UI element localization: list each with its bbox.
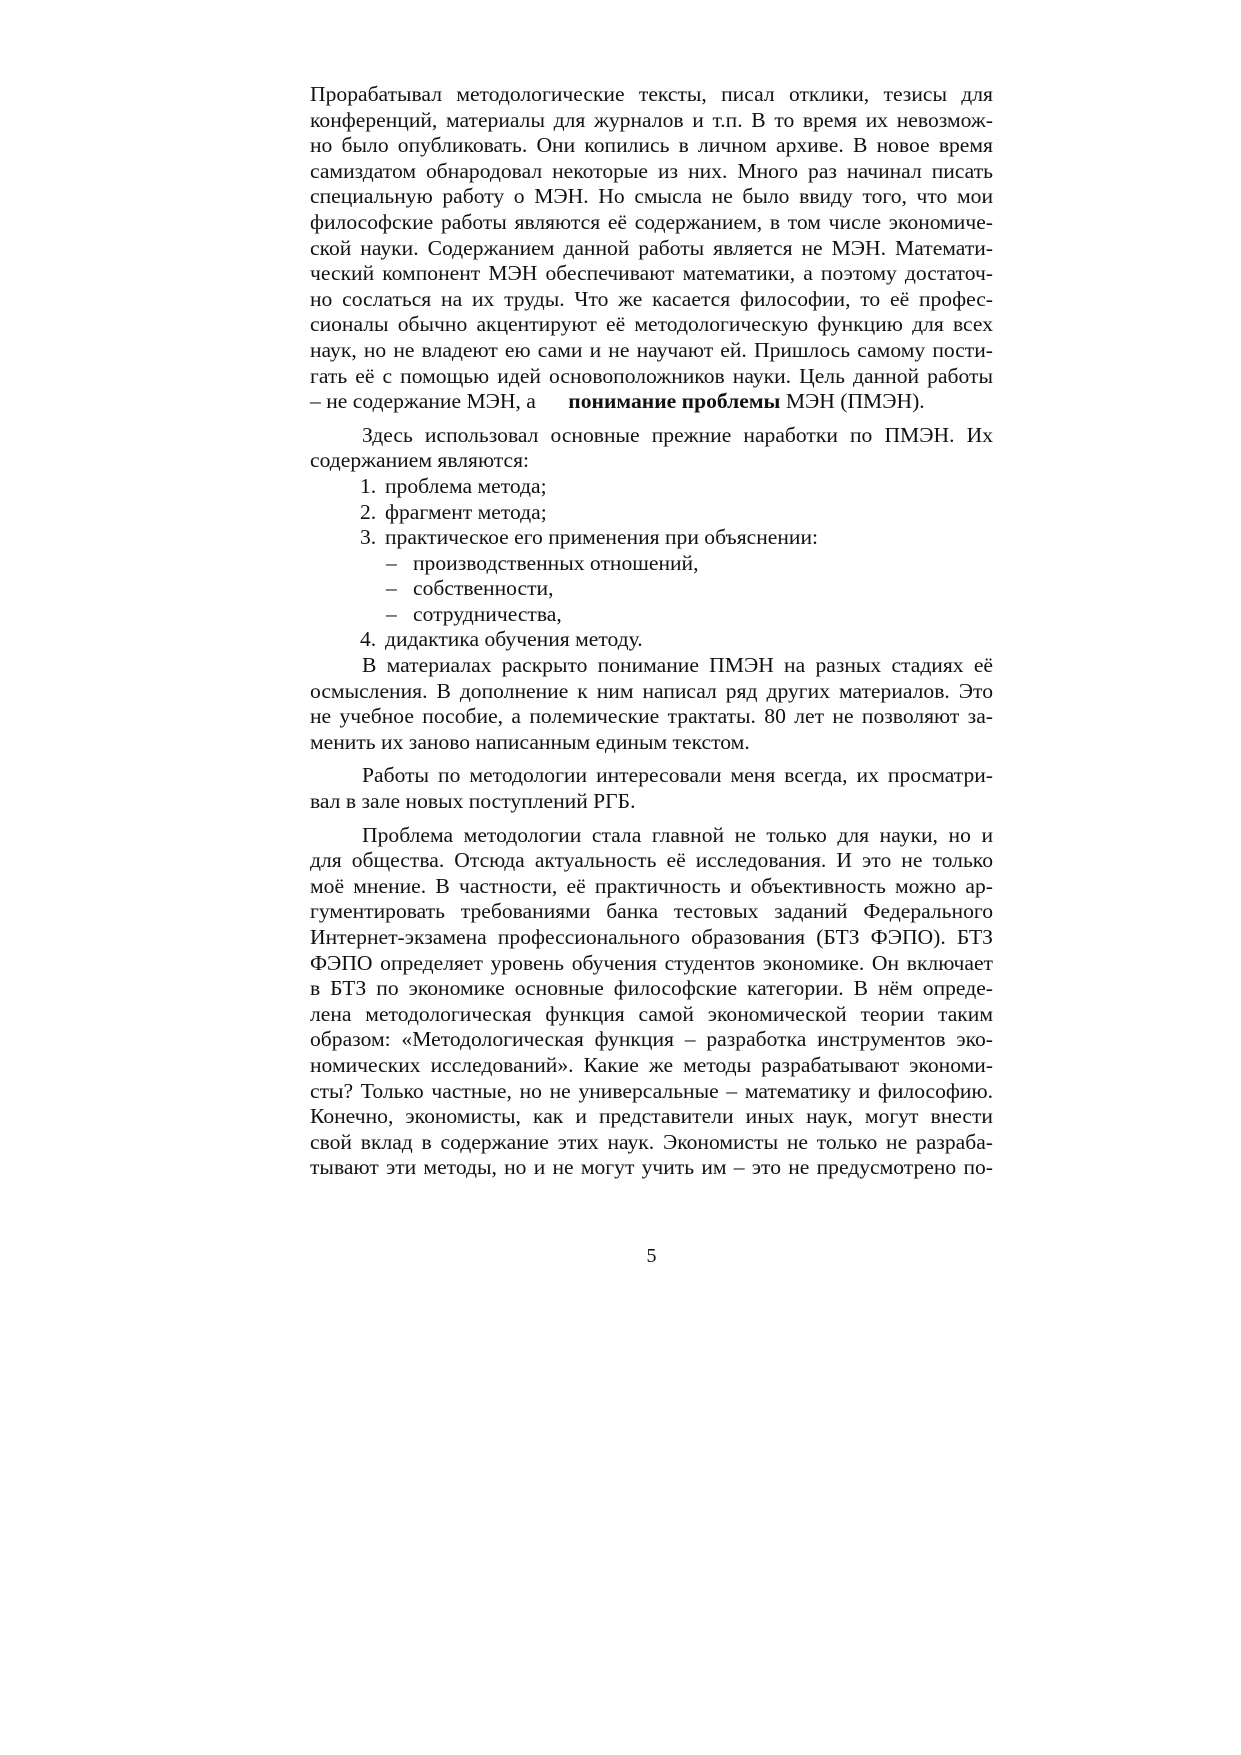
- sub-list-item-text: сотрудничества,: [413, 601, 562, 626]
- text-line: сты? Только частные, но не универсальные – математику и философию.: [310, 1078, 993, 1103]
- list-number: 2.: [360, 499, 377, 524]
- list-item-text: фрагмент метода;: [385, 499, 547, 524]
- list-item: [310, 525, 993, 551]
- bold-phrase: понимание проблемы: [568, 389, 781, 414]
- sub-list: [310, 551, 993, 628]
- text-line: Работы по методологии интересовали меня всегда, их просматри-: [362, 763, 993, 788]
- text-line: Прорабатывал методологические тексты, писал отклики, тезисы для: [310, 82, 993, 106]
- sub-list-item: [310, 602, 993, 628]
- text-line: но сослаться на их труды. Что же касается философии, то её профес-: [310, 286, 993, 311]
- list-item: [310, 500, 993, 526]
- sub-list-item: [310, 576, 993, 602]
- sub-list-item-text: производственных отношений,: [413, 550, 699, 575]
- text-line: лена методологическая функция самой экономической теории таким: [310, 1001, 993, 1026]
- text-line: сионалы обычно акцентируют её методологическую функцию для всех: [310, 312, 993, 337]
- text-line: ФЭПО определяет уровень обучения студентов экономике. Он включает: [310, 950, 993, 975]
- text-line: ческий компонент МЭН обеспечивают математики, а поэтому достаточ-: [310, 261, 993, 286]
- page-number: 5: [646, 1245, 657, 1267]
- list-item-text: дидактика обучения методу.: [385, 627, 643, 652]
- text-line: гументировать требованиями банка тестовых заданий Федерального: [310, 899, 993, 924]
- list-item: [310, 627, 993, 653]
- text-line: осмысления. В дополнение к ним написал ряд других материалов. Это: [310, 678, 993, 703]
- text-line: не учебное пособие, а полемические трактаты. 80 лет не позволяют за-: [310, 704, 993, 729]
- text-line: В материалах раскрыто понимание ПМЭН на разных стадиях её: [362, 653, 993, 678]
- text-line: моё мнение. В частности, её практичность и объективность можно ар-: [310, 873, 993, 898]
- paragraph-3: [310, 653, 993, 755]
- list-number: 1.: [360, 473, 377, 498]
- text-line: Здесь использовал основные прежние наработки по ПМЭН. Их: [362, 422, 993, 447]
- text-line: ской науки. Содержанием данной работы является не МЭН. Математи-: [310, 235, 993, 260]
- text-line: Интернет-экзамена профессионального образования (БТЗ ФЭПО). БТЗ: [310, 925, 993, 949]
- text-line: самиздатом обнародовал некоторые из них. Много раз начинал писать: [310, 158, 993, 183]
- text-line: гать её с помощью идей основоположников науки. Цель данной работы: [310, 363, 993, 388]
- list-item-text: проблема метода;: [385, 473, 547, 498]
- dash-bullet: –: [386, 576, 397, 601]
- text-line: образом: «Методологическая функция – разработка инструментов эко-: [310, 1027, 993, 1052]
- paragraph-2: [310, 423, 993, 474]
- text-line: номических исследований». Какие же методы разрабатывают экономи-: [310, 1052, 993, 1077]
- sub-list-item-text: собственности,: [413, 576, 554, 601]
- list-number: 4.: [360, 627, 377, 652]
- dash-bullet: –: [386, 550, 397, 575]
- text-line: Проблема методологии стала главной не только для науки, но и: [362, 822, 993, 847]
- numbered-list-continued: [310, 627, 993, 653]
- document-page: [310, 82, 993, 1267]
- text-line: вал в зале новых поступлений РГБ.: [310, 789, 636, 814]
- paragraph-1: [310, 82, 993, 415]
- text-line: менить их заново написанным единым текстом.: [310, 729, 750, 754]
- numbered-list: [310, 474, 993, 551]
- text-line: Конечно, экономисты, как и представители иных наук, могут внести: [310, 1104, 993, 1129]
- text-line: свой вклад в содержание этих наук. Экономисты не только не разраба-: [310, 1129, 993, 1154]
- list-item: [310, 474, 993, 500]
- text-segment: МЭН (ПМЭН).: [785, 389, 925, 414]
- text-line: содержанием являются:: [310, 448, 530, 473]
- text-line: философские работы являются её содержанием, в том числе экономиче-: [310, 209, 993, 234]
- text-line: для общества. Отсюда актуальность её исследования. И это не только: [310, 848, 993, 873]
- list-item-text: практическое его применения при объяснении:: [385, 525, 819, 550]
- text-line: специальную работу о МЭН. Но смысла не было ввиду того, что мои: [310, 184, 993, 209]
- text-line: но было опубликовать. Они копились в личном архиве. В новое время: [310, 133, 993, 158]
- text-line: тывают эти методы, но и не могут учить им – это не предусмотрено по-: [310, 1155, 993, 1180]
- text-line: конференций, материалы для журналов и т.п. В то время их невозмож-: [310, 107, 993, 132]
- sub-list-item: [310, 551, 993, 577]
- paragraph-5: [310, 823, 993, 1181]
- text-line: в БТЗ по экономике основные философские категории. В нём опреде-: [310, 976, 993, 1001]
- dash-bullet: –: [386, 601, 397, 626]
- list-number: 3.: [360, 525, 377, 550]
- paragraph-4: [310, 763, 993, 814]
- text-segment: – не содержание МЭН, а: [310, 389, 536, 414]
- text-line: наук, но не владеют ею сами и не научают ей. Пришлось самому пости-: [310, 337, 993, 362]
- text-line-last: [310, 389, 993, 415]
